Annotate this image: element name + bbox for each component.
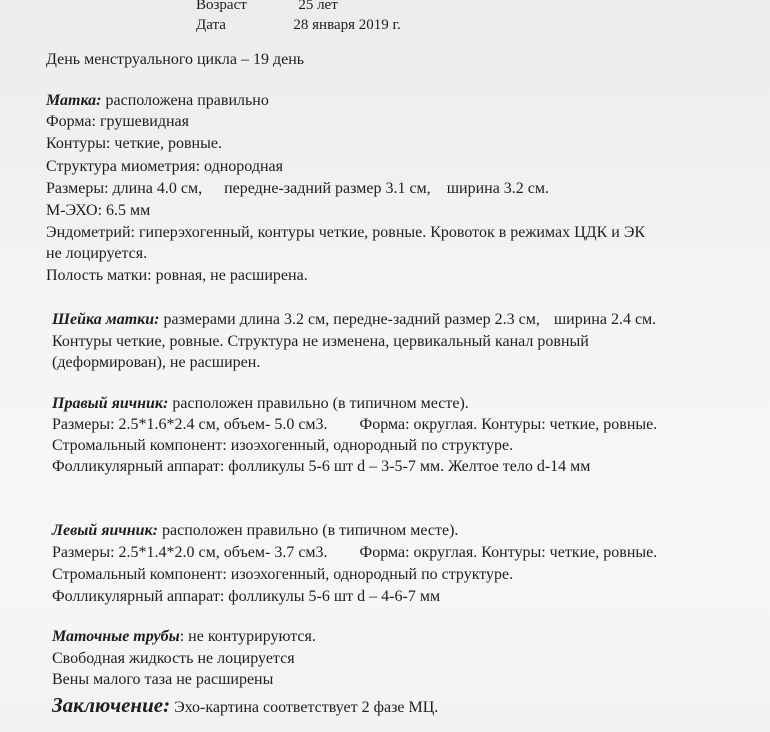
right-ovary-size: Размеры: 2.5*1.6*2.4 см, объем- 5.0 см3.: [52, 416, 328, 433]
uterus-structure: Структура миометрия: однородная: [46, 158, 283, 175]
date-label: Дата: [196, 17, 226, 33]
left-ovary-shape: Форма: округлая. Контуры: четкие, ровные.: [359, 544, 658, 561]
uterus-size-length: Размеры: длина 4.0 см,: [46, 180, 203, 197]
right-ovary-stroma: Стромальный компонент: изоэхогенный, однородный по структуре.: [52, 437, 514, 454]
conclusion-text: Эхо-картина соответствует 2 фазе МЦ.: [174, 699, 439, 716]
uterus-contours: Контуры: четкие, ровные.: [46, 135, 222, 152]
conclusion-title: Заключение:: [52, 693, 171, 717]
uterus-heading-row: [46, 91, 269, 111]
left-ovary-size: Размеры: 2.5*1.4*2.0 см, объем- 3.7 см3.: [52, 544, 328, 561]
cervix-line-3: (деформирован), не расширен.: [52, 354, 261, 371]
uterus-mecho: М-ЭХО: 6.5 мм: [46, 202, 151, 219]
cervix-size: размерами длина 3.2 см, передне-задний размер 2.3 см,: [163, 311, 540, 328]
uterus-size-ap: передне-задний размер 3.1 см,: [224, 180, 431, 197]
uterus-size-row: [46, 179, 549, 199]
left-ovary-size-row: [52, 543, 657, 563]
endometrium-line-2: не лоцируется.: [46, 245, 148, 262]
right-ovary-shape: Форма: округлая. Контуры: четкие, ровные.: [359, 416, 658, 433]
date-row: [196, 15, 401, 35]
free-fluid: Свободная жидкость не лоцируется: [52, 650, 295, 667]
cervix-size-width: ширина 2.4 см.: [553, 311, 657, 328]
uterus-size-width: ширина 3.2 см.: [446, 180, 550, 197]
date-value: 28 января 2019 г.: [293, 17, 401, 33]
conclusion-row: [52, 692, 438, 721]
tubes-title: Маточные трубы: [52, 628, 180, 645]
pelvic-veins: Вены малого таза не расширены: [52, 671, 274, 688]
right-ovary-position: расположен правильно (в типичном месте).: [172, 395, 469, 412]
cervix-line-2: Контуры четкие, ровные. Структура не изменена, цервикальный канал ровный: [52, 333, 589, 350]
cycle-day: День менструального цикла – 19 день: [46, 51, 305, 68]
cervix-title: Шейка матки:: [52, 311, 160, 328]
right-ovary-follicles: Фолликулярный аппарат: фолликулы 5-6 шт d – 3-5-7 мм. Желтое тело d-14 мм: [52, 458, 591, 475]
left-ovary-stroma: Стромальный компонент: изоэхогенный, однородный по структуре.: [52, 566, 514, 583]
age-value: 25 лет: [298, 0, 338, 13]
left-ovary-position: расположен правильно (в типичном месте).: [161, 522, 459, 539]
right-ovary-title: Правый яичник:: [52, 395, 169, 412]
uterus-title: Матка:: [46, 92, 102, 109]
cervix-heading-row: [52, 310, 656, 330]
age-row: [196, 0, 338, 15]
right-ovary-size-row: [52, 415, 657, 435]
age-label: Возраст: [196, 0, 247, 13]
uterus-position: расположена правильно: [105, 92, 269, 109]
left-ovary-title: Левый яичник:: [52, 522, 158, 539]
tubes-row: [52, 627, 316, 647]
right-ovary-heading-row: [52, 394, 469, 414]
endometrium-line-1: Эндометрий: гиперэхогенный, контуры четкие, ровные. Кровоток в режимах ЦДК и ЭК: [46, 224, 646, 241]
tubes-text: : не контурируются.: [179, 628, 316, 645]
uterus-shape: Форма: грушевидная: [46, 113, 190, 130]
left-ovary-heading-row: [52, 521, 458, 541]
left-ovary-follicles: Фолликулярный аппарат: фолликулы 5-6 шт d – 4-6-7 мм: [52, 588, 441, 605]
uterus-cavity: Полость матки: ровная, не расширена.: [46, 267, 308, 284]
